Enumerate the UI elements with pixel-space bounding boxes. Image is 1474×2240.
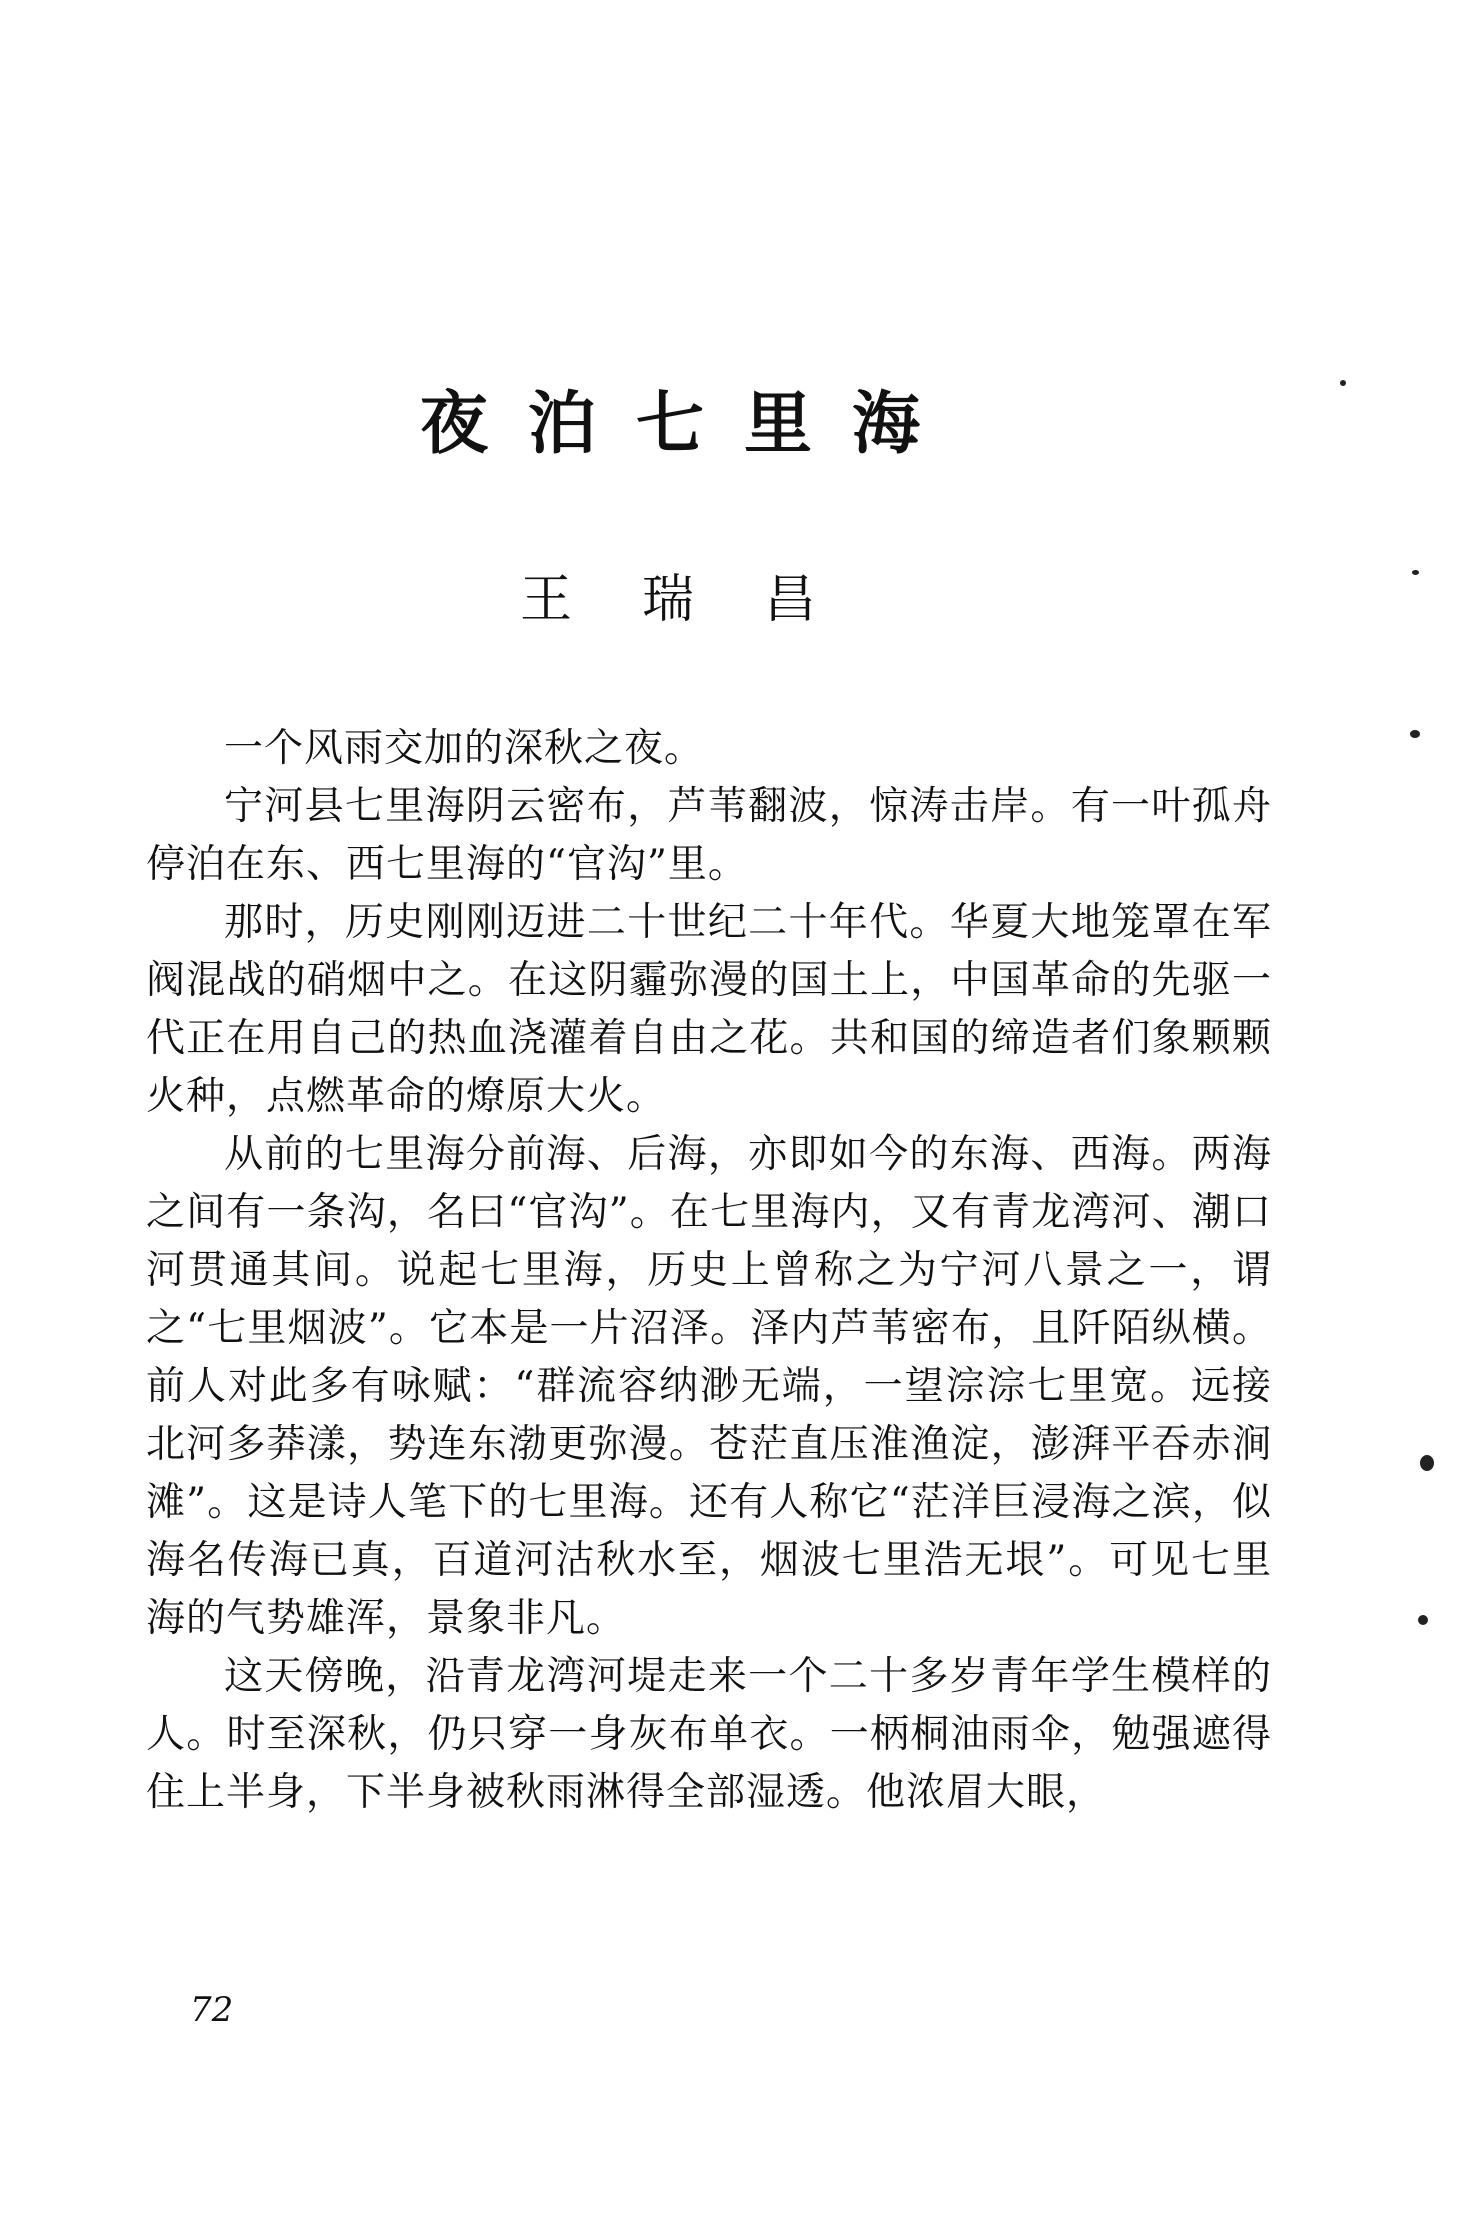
paragraph: 宁河县七里海阴云密布，芦苇翻波，惊涛击岸。有一叶孤舟停泊在东、西七里海的“官沟”里。 [146,784,1272,887]
article-title: 夜泊七里海 [420,385,961,464]
paragraph: 这天傍晚，沿青龙湾河堤走来一个二十多岁青年学生模样的人。时至深秋，仍只穿一身灰布单衣。一柄桐油雨伞，勉强遮得住上半身，下半身被秋雨淋得全部湿透。他浓眉大眼， [146,1654,1272,1815]
scan-speck [1412,570,1419,575]
scan-speck [1418,1615,1428,1625]
article-body [146,720,1272,1822]
paragraph: 一个风雨交加的深秋之夜。 [224,726,705,771]
scan-speck [1340,380,1346,386]
paragraph: 从前的七里海分前海、后海，亦即如今的东海、西海。两海之间有一条沟，名曰“官沟”。在七里海内，又有青龙湾河、潮口河贯通其间。说起七里海，历史上曾称之为宁河八景之一，谓之“七里烟波”。它本是一片沼泽。泽内芦苇密布，且阡陌纵横。前人对此多有咏赋：“群流容纳渺无端，一望淙淙七里宽。远接北河多莽漾，势连东渤更弥漫。苍茫直压淮渔淀，澎湃平吞赤涧滩”。这是诗人笔下的七里海。还有人称它“茫洋巨浸海之滨，似海名传海已真，百道河沽秋水至，烟波七里浩无垠”。可见七里海的气势雄浑，景象非凡。 [146,1132,1272,1641]
paragraph: 那时，历史刚刚迈进二十世纪二十年代。华夏大地笼罩在军阀混战的硝烟中之。在这阴霾弥漫的国土上，中国革命的先驱一代正在用自己的热血浇灌着自由之花。共和国的缔造者们象颗颗火种，点燃革命的燎原大火。 [146,900,1272,1119]
page-number: 72 [190,1990,234,2030]
author-name: 王瑞昌 [520,570,887,630]
scan-speck [1420,1455,1434,1471]
scan-speck [1410,730,1420,738]
